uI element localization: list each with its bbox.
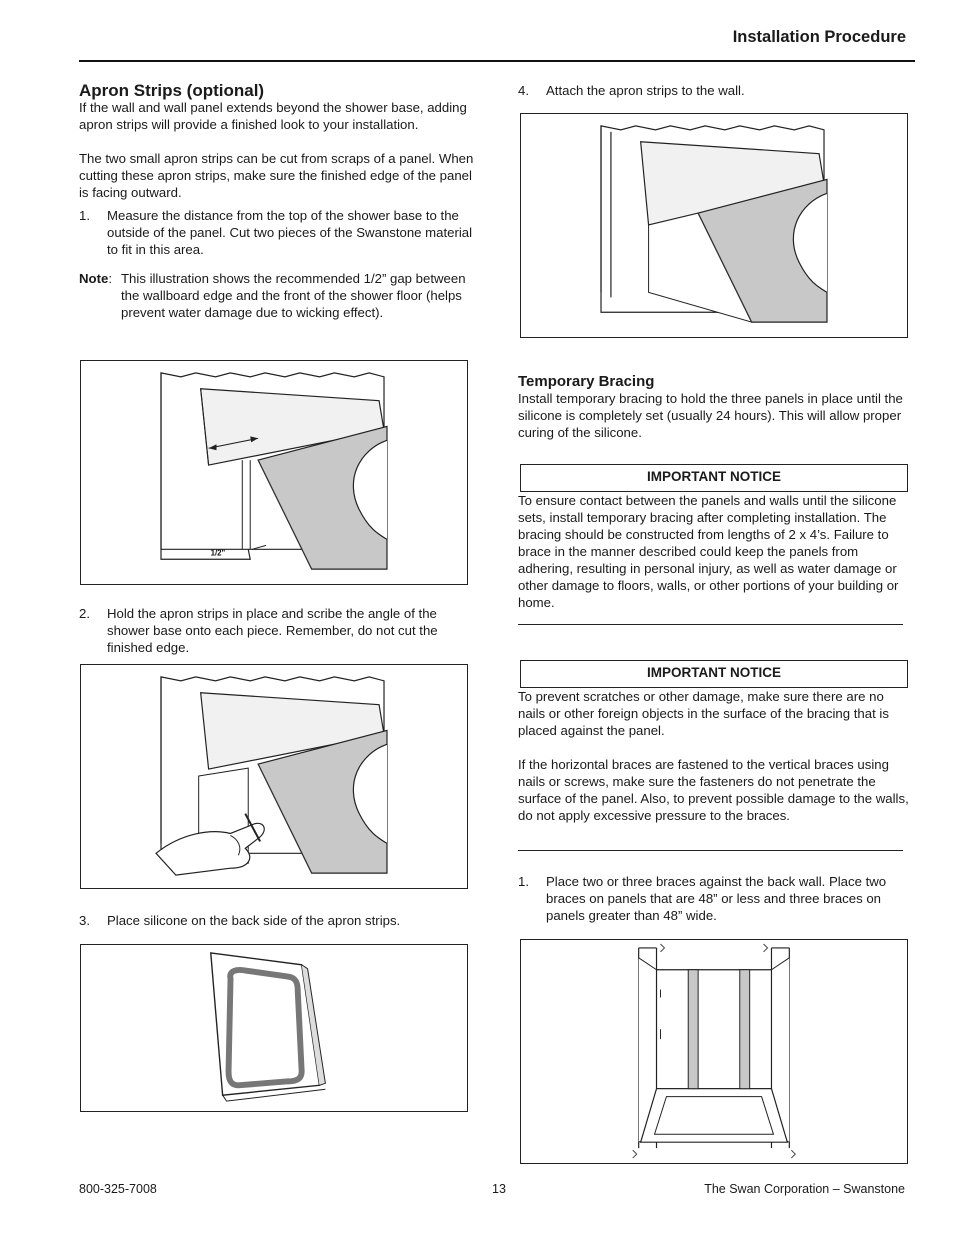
apron-step-3 [79, 912, 474, 929]
step-text: Place silicone on the back side of the apron strips. [107, 913, 401, 928]
apron-intro-paragraph: If the wall and wall panel extends beyond the shower base, adding apron strips will provide a finished look to your installation. [79, 100, 467, 132]
figure-attach-apron [520, 113, 908, 338]
figure-measure-apron [80, 360, 468, 585]
step-number: 4. [518, 83, 529, 98]
header-rule [79, 60, 915, 62]
apron-step-2 [79, 605, 474, 656]
apron-cutting-paragraph: The two small apron strips can be cut from scraps of a panel. When cutting these apron strips, make sure the finished edge of the panel is facing outward. [79, 151, 474, 200]
step-number: 1. [79, 208, 90, 223]
step-text: Measure the distance from the top of the shower base to the outside of the panel. Cut two pieces of the Swanstone material to fit in this area. [107, 208, 473, 257]
figure-bracing-shower [520, 939, 908, 1164]
bracing-illustration [521, 940, 907, 1163]
step-text: Attach the apron strips to the wall. [546, 83, 745, 98]
silicone-illustration [81, 945, 467, 1111]
bracing-step-1 [518, 873, 914, 924]
apron-step-1 [79, 207, 474, 258]
scribe-illustration [81, 665, 467, 888]
bracing-paragraph: Install temporary bracing to hold the three panels in place until the silicone is completely set (usually 24 hours). This will allow proper curing of the silicone. [518, 391, 903, 440]
section-heading-temporary-bracing: Temporary Bracing [518, 373, 655, 390]
attach-illustration [521, 114, 907, 337]
gap-dimension-label: 1/2" [210, 548, 226, 558]
important-notice-title-1: IMPORTANT NOTICE [520, 464, 908, 492]
footer-page-number: 13 [492, 1182, 506, 1196]
measure-illustration [81, 361, 467, 584]
step-text: Hold the apron strips in place and scribe the angle of the shower base onto each piece. Remember, do not cut the finished edge. [107, 606, 438, 655]
footer-phone: 800-325-7008 [79, 1182, 157, 1196]
important-notice-text-2b: If the horizontal braces are fastened to the vertical braces using nails or screws, make sure the fasteners do not penetrate the surface of the panel. Also, to prevent possible damage to the walls, do not apply excessive pressure to the braces. [518, 757, 909, 823]
step-text: Place two or three braces against the back wall. Place two braces on panels that are 48” or less and three braces on panels greater than 48” wide. [546, 874, 887, 923]
apron-step-4 [518, 82, 914, 99]
left-column [79, 82, 474, 321]
page-header-title: Installation Procedure [732, 28, 906, 46]
figure-scribe-apron [80, 664, 468, 889]
note-label: Note [79, 271, 109, 286]
section-heading-apron-strips: Apron Strips (optional) [79, 81, 265, 100]
important-notice-title-2: IMPORTANT NOTICE [520, 660, 908, 688]
note-text: This illustration shows the recommended 1/2” gap between the wallboard edge and the front of the shower floor (helps prevent water damage due to wicking effect). [121, 271, 466, 320]
step-number: 3. [79, 913, 90, 928]
notice-divider-2 [518, 850, 903, 851]
important-notice-text-2a: To prevent scratches or other damage, make sure there are no nails or other foreign objects in the surface of the bracing that is placed against the panel. [518, 689, 889, 738]
figure-silicone-strip [80, 944, 468, 1112]
notice-divider-1 [518, 624, 903, 625]
bracing-section [518, 373, 914, 441]
step-number: 1. [518, 874, 529, 889]
footer-company: The Swan Corporation – Swanstone [704, 1182, 905, 1196]
step-number: 2. [79, 606, 90, 621]
note-block: Note: This illustration shows the recommended 1/2” gap between the wallboard edge and the front of the shower floor (helps prevent water damage due to wicking effect). [79, 270, 474, 321]
important-notice-text-1: To ensure contact between the panels and walls until the silicone sets, install temporary bracing after completing installation. The bracing should be constructed from lengths of 2 x 4’s. Failure to brace in the manner described could keep the panels from adhering, resulting in personal injury, as well as water damage or other damage to floors, walls, or other portions of your building or home. [518, 493, 899, 610]
